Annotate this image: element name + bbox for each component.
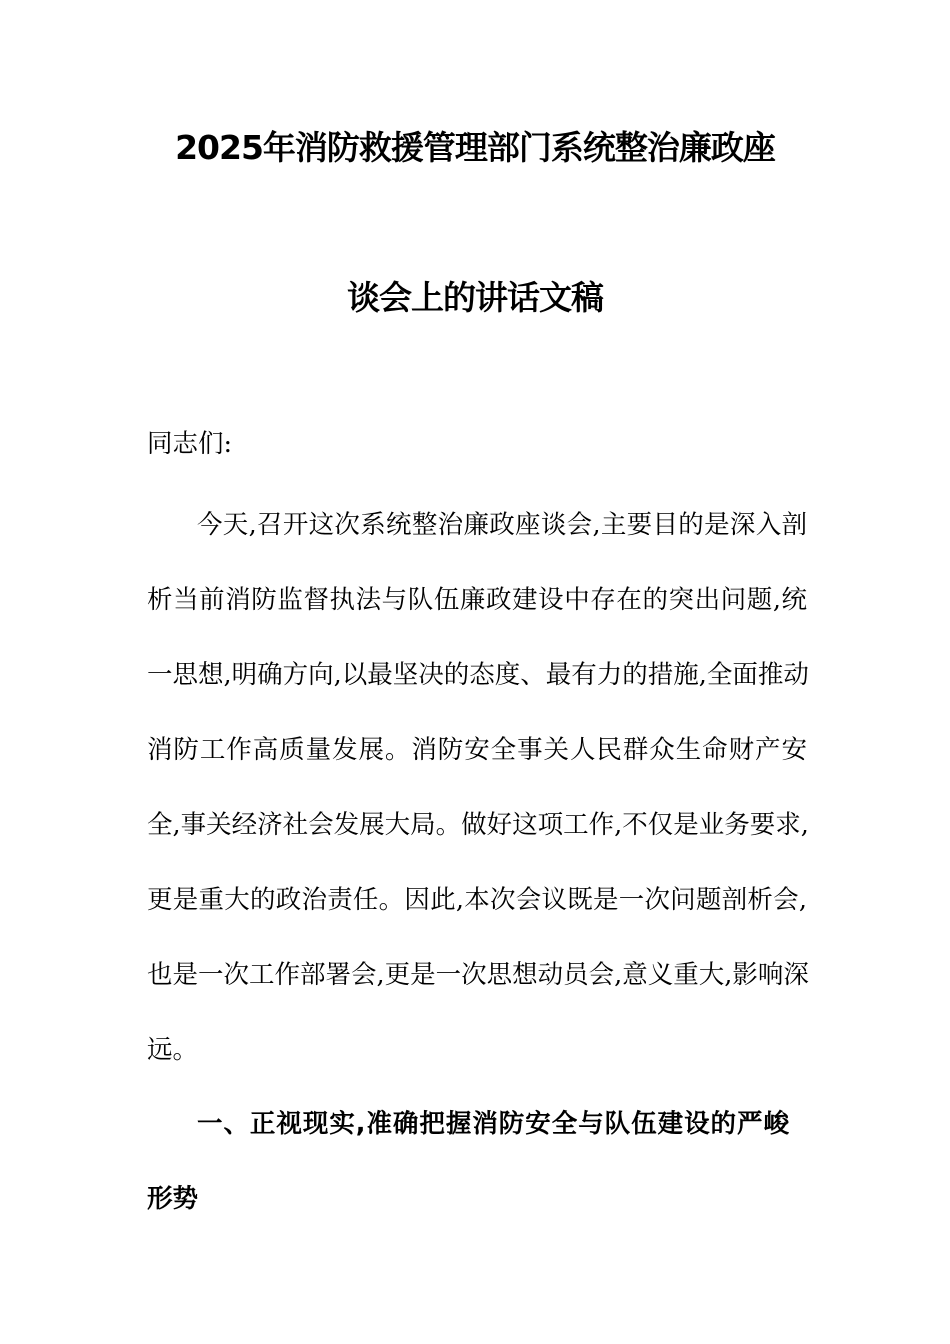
document-title-line-2: 谈会上的讲话文稿 [347, 278, 603, 317]
paragraph-line: 析当前消防监督执法与队伍廉政建设中存在的突出问题,统 [147, 585, 807, 615]
section-heading-line-2: 形势 [147, 1184, 199, 1214]
paragraph-line: 全,事关经济社会发展大局。做好这项工作,不仅是业务要求, [147, 810, 809, 840]
salutation: 同志们: [147, 429, 233, 459]
paragraph-line: 远。 [147, 1035, 199, 1065]
paragraph-line: 也是一次工作部署会,更是一次思想动员会,意义重大,影响深 [147, 960, 809, 990]
document-title-line-1: 2025年消防救援管理部门系统整治廉政座 [175, 128, 775, 167]
paragraph-line: 一思想,明确方向,以最坚决的态度、最有力的措施,全面推动 [147, 660, 809, 690]
section-heading-line-1: 一、正视现实,准确把握消防安全与队伍建设的严峻 [197, 1109, 789, 1139]
paragraph-line: 更是重大的政治责任。因此,本次会议既是一次问题剖析会, [147, 885, 807, 915]
paragraph-line: 今天,召开这次系统整治廉政座谈会,主要目的是深入剖 [197, 510, 807, 540]
paragraph-line: 消防工作高质量发展。消防安全事关人民群众生命财产安 [147, 735, 807, 765]
